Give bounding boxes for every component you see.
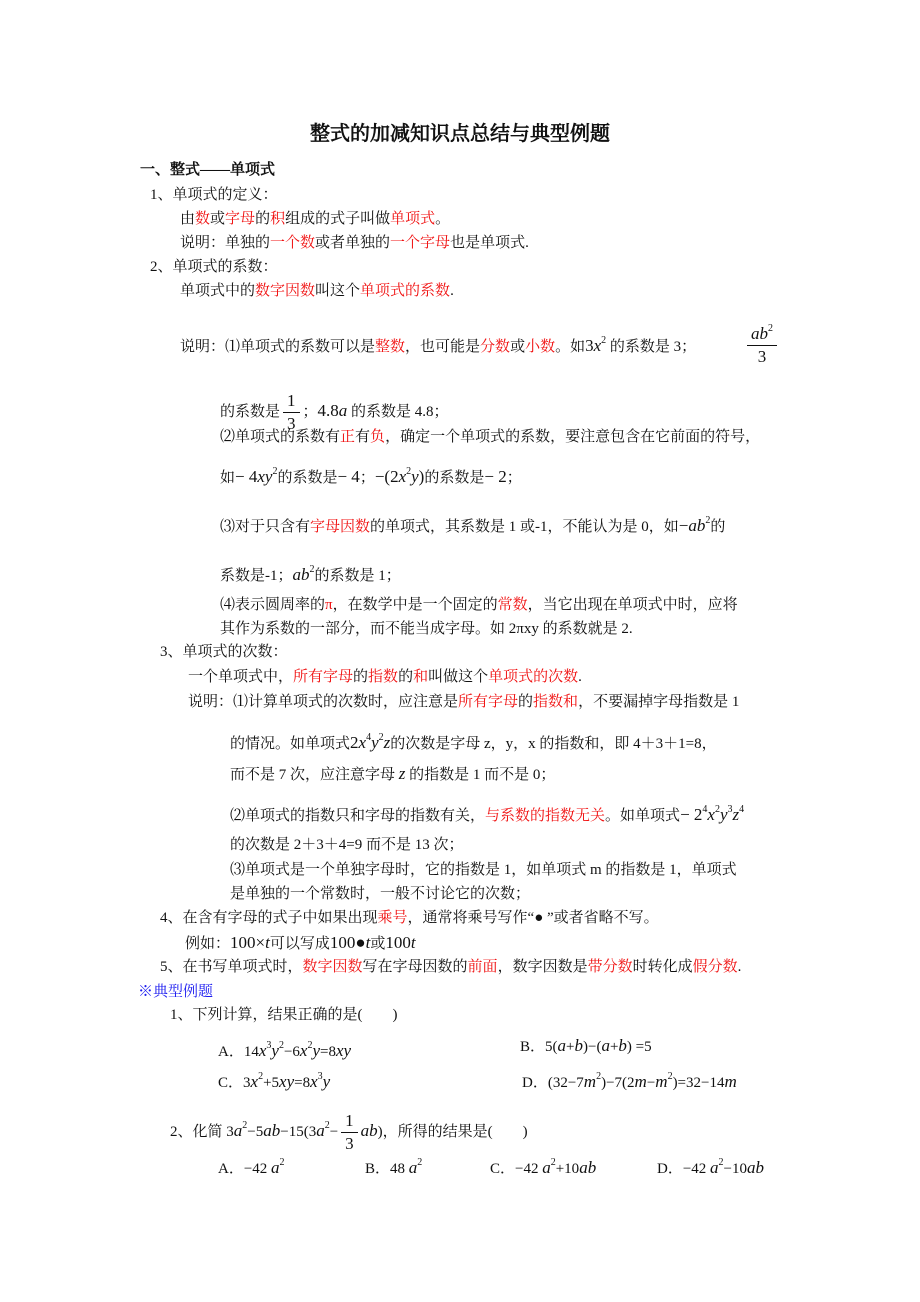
math-text: a <box>271 1158 280 1177</box>
denominator: 3 <box>345 1134 354 1153</box>
math-text: 3 <box>585 336 594 355</box>
text-segment: ※典型例题 <box>138 984 214 1000</box>
math-text: a <box>338 400 348 420</box>
text-segment: 的系数是 4.8； <box>347 403 449 420</box>
math-text: x <box>358 733 367 752</box>
text-segment: 4、在含有字母的式子中如果出现 <box>160 910 378 926</box>
text-segment: =8 <box>320 1044 336 1060</box>
math-text: y <box>322 1072 331 1091</box>
text-segment: 。 <box>435 211 451 227</box>
text-segment: D．−42 <box>657 1161 711 1177</box>
text-segment: 可以写成 <box>269 936 330 952</box>
math-text: x <box>310 1072 318 1091</box>
math-text: x <box>250 1072 259 1091</box>
q2-option-a <box>218 1153 285 1179</box>
text-segment: ，也可能是 <box>405 339 481 355</box>
text-segment: C．3 <box>218 1075 251 1091</box>
text-segment: ，确定一个单项式的系数，要注意包含在它前面的符号， <box>385 429 761 445</box>
highlighted-text: 积 <box>270 211 286 227</box>
text-segment: 的次数是字母 z，y，x 的指数和，即 4＋3＋1=8， <box>390 736 717 752</box>
math-text: a <box>601 1036 610 1055</box>
math-text: xy <box>279 1072 295 1091</box>
text-segment: A．−42 <box>218 1161 272 1177</box>
math-text: 2 <box>596 1071 602 1082</box>
math-text: m <box>655 1072 668 1091</box>
math-text: a <box>710 1158 719 1177</box>
text-segment: 有 <box>355 429 371 445</box>
text-segment: 的次数是 2＋3＋4=9 而不是 13 次； <box>230 837 464 853</box>
text-segment: ⑵单项式的系数有 <box>220 429 341 445</box>
text-segment: ，在数学中是一个固定的 <box>332 597 498 613</box>
text-segment: 叫这个 <box>315 283 361 299</box>
math-text: 2 <box>718 1157 724 1168</box>
math-text: a <box>233 1120 243 1140</box>
text-segment: 一、整式——单项式 <box>140 162 276 178</box>
highlighted-text: 一个字母 <box>390 235 451 251</box>
text-segment: 例如： <box>185 936 231 952</box>
highlighted-text: 和 <box>413 669 429 685</box>
text-segment: 的情况。如单项式 <box>230 736 351 752</box>
text-segment: 1、下列计算，结果正确的是( ) <box>170 1007 398 1023</box>
text-segment: D．(32−7 <box>522 1075 584 1091</box>
highlighted-text: 字母 <box>225 211 256 227</box>
text-segment: 而不是 7 次，应注意字母 <box>230 767 399 783</box>
paragraph <box>220 595 738 615</box>
paragraph <box>230 800 744 826</box>
math-text: a <box>542 1158 551 1177</box>
text-segment: ，不要漏掉字母指数是 1 <box>578 694 740 710</box>
text-segment: 的 <box>710 519 726 535</box>
paragraph <box>220 619 633 639</box>
math-text: ab <box>747 1158 765 1177</box>
math-text: t <box>410 933 416 952</box>
text-segment: 1、单项式的定义： <box>150 187 278 203</box>
paragraph <box>230 884 530 904</box>
math-text: x <box>258 1041 267 1060</box>
paragraph <box>230 728 717 754</box>
highlighted-text: 分数 <box>480 339 511 355</box>
text-segment: 的系数是 <box>220 403 281 420</box>
text-segment: 的系数是 1； <box>314 568 401 584</box>
question-1 <box>170 1005 398 1025</box>
math-text: 100● <box>329 933 366 952</box>
text-segment: − <box>329 1123 339 1140</box>
math-text: t <box>265 933 270 952</box>
highlighted-text: 指数和 <box>533 694 579 710</box>
text-segment: ⑶对于只含有 <box>220 519 311 535</box>
math-text: m <box>583 1072 597 1091</box>
math-text: y <box>411 467 419 486</box>
highlighted-text: 正 <box>340 429 356 445</box>
math-text: ab <box>579 1158 597 1177</box>
highlighted-text: 整数 <box>375 339 406 355</box>
fraction <box>341 1110 358 1155</box>
text-segment: 说明：单独的 <box>180 235 271 251</box>
math-text: z <box>732 805 740 824</box>
fraction-ab2-over-3: $\frac{ab^2}{3}$ <box>744 318 780 368</box>
math-text: ab <box>360 1120 378 1140</box>
subheading-coefficient <box>150 257 278 277</box>
text-segment: 系数是-1； <box>220 568 293 584</box>
math-text: 2 <box>279 1157 285 1168</box>
highlighted-text: 常数 <box>497 597 528 613</box>
subheading-writing-order <box>160 957 741 977</box>
math-text: 3 <box>727 804 733 815</box>
math-text: 2 <box>258 1071 264 1082</box>
text-segment: ； <box>302 403 318 420</box>
denominator: 3 <box>287 414 296 433</box>
section-heading <box>140 160 275 180</box>
highlighted-text: 单项式的系数 <box>360 283 451 299</box>
text-segment: −10 <box>723 1161 748 1177</box>
paragraph <box>185 933 416 954</box>
text-segment: 的系数是 3； <box>606 339 697 355</box>
highlighted-text: 字母因数 <box>310 519 371 535</box>
paragraph <box>220 462 522 488</box>
text-segment: 如 <box>220 470 236 486</box>
highlighted-text: 乘号 <box>377 910 408 926</box>
subheading-multiplication <box>160 908 659 928</box>
text-segment: 的 <box>255 211 271 227</box>
math-text: y <box>312 1041 320 1060</box>
text-segment: 其作为系数的一部分，而不能当成字母。如 2πxy 的系数就是 2. <box>220 621 633 637</box>
text-segment: −15(3 <box>280 1123 317 1140</box>
text-segment: . <box>450 283 454 299</box>
text-segment: 的 <box>398 669 414 685</box>
text-segment: 叫做这个 <box>428 669 489 685</box>
text-segment: A．14 <box>218 1044 259 1060</box>
text-segment: 5、在书写单项式时， <box>160 959 303 975</box>
math-text: 2 <box>714 804 720 815</box>
paragraph <box>230 764 555 785</box>
math-text: − 2 <box>484 467 507 486</box>
math-text: x <box>299 1041 308 1060</box>
math-text: 2 <box>242 1119 248 1131</box>
paragraph <box>180 233 529 253</box>
text-segment: 也是单项式. <box>450 235 529 251</box>
text-segment: 的系数是 <box>277 470 338 486</box>
math-text: 4.8 <box>317 400 339 420</box>
paragraph <box>180 331 696 357</box>
math-text: 2 <box>667 1071 673 1082</box>
math-text: ) <box>418 467 425 486</box>
text-segment: ⑵单项式的指数只和字母的指数有关， <box>230 808 486 824</box>
text-segment: 组成的式子叫做 <box>285 211 391 227</box>
text-segment: )=32−14 <box>672 1075 725 1091</box>
math-text: y <box>271 1041 279 1060</box>
math-text: 4 <box>366 732 372 743</box>
highlighted-text: 带分数 <box>587 959 633 975</box>
math-text: 2 <box>550 1157 556 1168</box>
math-text: 2 <box>406 466 412 477</box>
math-text: b <box>574 1036 583 1055</box>
text-segment: −6 <box>283 1044 300 1060</box>
math-text: a <box>408 1158 418 1177</box>
text-segment: . <box>578 669 582 685</box>
text-segment: 2、单项式的系数： <box>150 259 278 275</box>
math-text: a <box>316 1120 325 1140</box>
highlighted-text: 指数无关 <box>545 808 606 824</box>
text-segment: 的 <box>518 694 534 710</box>
q2-option-c <box>490 1153 596 1179</box>
math-text: ab <box>263 1120 281 1140</box>
math-text: xy <box>257 467 273 486</box>
math-text: −(2 <box>374 467 399 486</box>
highlighted-text: 一个数 <box>270 235 316 251</box>
math-text: − <box>678 516 689 535</box>
q2-option-d <box>657 1153 764 1179</box>
highlighted-text: 单项式的次数 <box>488 669 579 685</box>
text-segment: 是单独的一个常数时，一般不讨论它的次数； <box>230 886 531 902</box>
text-segment: )−( <box>582 1039 602 1055</box>
math-text: t <box>365 933 371 952</box>
math-text: 2 <box>417 1157 423 1168</box>
text-segment: 单项式中的 <box>180 283 256 299</box>
text-segment: ⑷表示圆周率的 <box>220 597 326 613</box>
math-text: a <box>557 1036 567 1055</box>
q1-option-a <box>218 1036 351 1062</box>
math-text: 3 <box>266 1040 272 1051</box>
text-segment: 的指数是 1 而不是 0； <box>405 767 556 783</box>
math-text: 4 <box>739 804 745 815</box>
text-segment: +5 <box>263 1075 280 1091</box>
highlighted-text: 指数 <box>368 669 399 685</box>
text-segment: ⑶单项式是一个单独字母时，它的指数是 1，如单项式 m 的指数是 1，单项式 <box>230 862 737 878</box>
math-text: y <box>719 805 728 824</box>
highlighted-text: 所有字母 <box>458 694 519 710</box>
text-segment: 写在字母因数的 <box>362 959 468 975</box>
math-text: 2 <box>278 1040 284 1051</box>
highlighted-text: 数字因数 <box>302 959 363 975</box>
text-segment: 说明：⑴计算单项式的次数时，应注意是 <box>188 694 459 710</box>
q1-option-c <box>218 1067 330 1093</box>
text-segment: 由 <box>180 211 196 227</box>
text-segment: B．5( <box>520 1039 558 1055</box>
math-text: 2 <box>272 466 278 477</box>
highlighted-text: 与系数的 <box>485 808 546 824</box>
math-text: 3 <box>317 1071 323 1082</box>
math-text: 100× <box>230 933 266 952</box>
math-text: y <box>371 733 379 752</box>
text-segment: 的 <box>353 669 369 685</box>
highlighted-text: 数字因数 <box>255 283 316 299</box>
text-segment: 或 <box>510 339 526 355</box>
math-text: 2 <box>601 335 607 346</box>
text-segment: )−7(2 <box>601 1075 635 1091</box>
paragraph <box>188 692 739 712</box>
math-text: 4 <box>702 804 708 815</box>
text-segment: 时转化成 <box>632 959 693 975</box>
math-text: − 2 <box>680 805 703 824</box>
examples-heading <box>138 982 213 1002</box>
document-title: 整式的加减知识点总结与典型例题 <box>310 123 610 145</box>
math-text: 100 <box>385 933 411 952</box>
text-segment: =8 <box>294 1075 311 1091</box>
math-text: 2 <box>705 515 711 526</box>
math-text: b <box>618 1036 627 1055</box>
math-text: − 4 <box>235 467 258 486</box>
math-text: 2 <box>378 732 384 743</box>
math-text: x <box>398 467 407 486</box>
highlighted-text: 单项式 <box>390 211 436 227</box>
text-segment: ，通常将乘号写作“● ”或者省略不写。 <box>407 910 659 926</box>
text-segment: . <box>737 959 742 975</box>
numerator: 1 <box>283 390 300 413</box>
subheading-degree <box>160 642 288 662</box>
paragraph <box>230 835 463 855</box>
text-segment: 3、单项式的次数： <box>160 644 288 660</box>
highlighted-text: 前面 <box>467 959 498 975</box>
math-text: m <box>724 1072 737 1091</box>
math-text: xy <box>335 1041 352 1060</box>
math-text: ab <box>688 516 706 535</box>
text-segment: 说明：⑴单项式的系数可以是 <box>180 339 376 355</box>
text-segment: 或者单独的 <box>315 235 391 251</box>
text-segment: ； <box>506 470 522 486</box>
math-text: 2 <box>307 1040 313 1051</box>
text-segment: ； <box>359 470 375 486</box>
text-segment: 的系数是 <box>424 470 485 486</box>
text-segment: 或 <box>370 936 386 952</box>
highlighted-text: 假分数 <box>692 959 738 975</box>
text-segment: + <box>566 1039 575 1055</box>
math-text: x <box>707 805 715 824</box>
subheading-definition <box>150 185 278 205</box>
math-text: 2 <box>324 1119 330 1131</box>
text-segment: C．−42 <box>490 1161 543 1177</box>
q1-option-b <box>520 1036 652 1057</box>
math-text: x <box>593 336 602 355</box>
math-text: z <box>383 733 391 752</box>
text-segment: −5 <box>247 1123 264 1140</box>
text-segment: 2、化简 3 <box>170 1123 234 1140</box>
q2-option-b <box>365 1153 422 1179</box>
q1-option-d <box>522 1067 737 1093</box>
text-segment: )，所得的结果是( ) <box>377 1123 528 1140</box>
text-segment: − <box>646 1075 656 1091</box>
numerator: 1 <box>341 1110 358 1133</box>
text-segment: 。如单项式 <box>605 808 681 824</box>
text-segment: ) =5 <box>626 1039 652 1055</box>
text-segment: ，数字因数是 <box>497 959 588 975</box>
paragraph <box>180 281 454 301</box>
text-segment: B．48 <box>365 1161 409 1177</box>
text-segment: 。如 <box>555 339 586 355</box>
question-2 <box>170 1110 528 1155</box>
math-text: ab <box>292 565 310 584</box>
highlighted-text: 小数 <box>525 339 556 355</box>
highlighted-text: 所有字母 <box>293 669 354 685</box>
paragraph <box>180 209 450 229</box>
highlighted-text: 数 <box>195 211 211 227</box>
math-text: z <box>398 764 406 783</box>
paragraph <box>220 511 725 537</box>
paragraph <box>220 427 760 447</box>
math-text: 2 <box>350 733 359 752</box>
math-text: m <box>634 1072 647 1091</box>
text-segment: ，当它出现在单项式中时，应将 <box>527 597 738 613</box>
text-segment: +10 <box>555 1161 580 1177</box>
paragraph <box>188 667 582 687</box>
text-segment: 一个单项式中， <box>188 669 294 685</box>
paragraph <box>230 860 737 880</box>
text-segment: + <box>609 1039 619 1055</box>
highlighted-text: 负 <box>370 429 386 445</box>
highlighted-text: π <box>325 597 333 613</box>
math-text: − 4 <box>337 467 360 486</box>
paragraph <box>220 560 401 586</box>
math-text: 2 <box>309 564 315 575</box>
text-segment: 的单项式，其系数是 1 或-1，不能认为是 0，如 <box>370 519 679 535</box>
text-segment: 或 <box>210 211 226 227</box>
